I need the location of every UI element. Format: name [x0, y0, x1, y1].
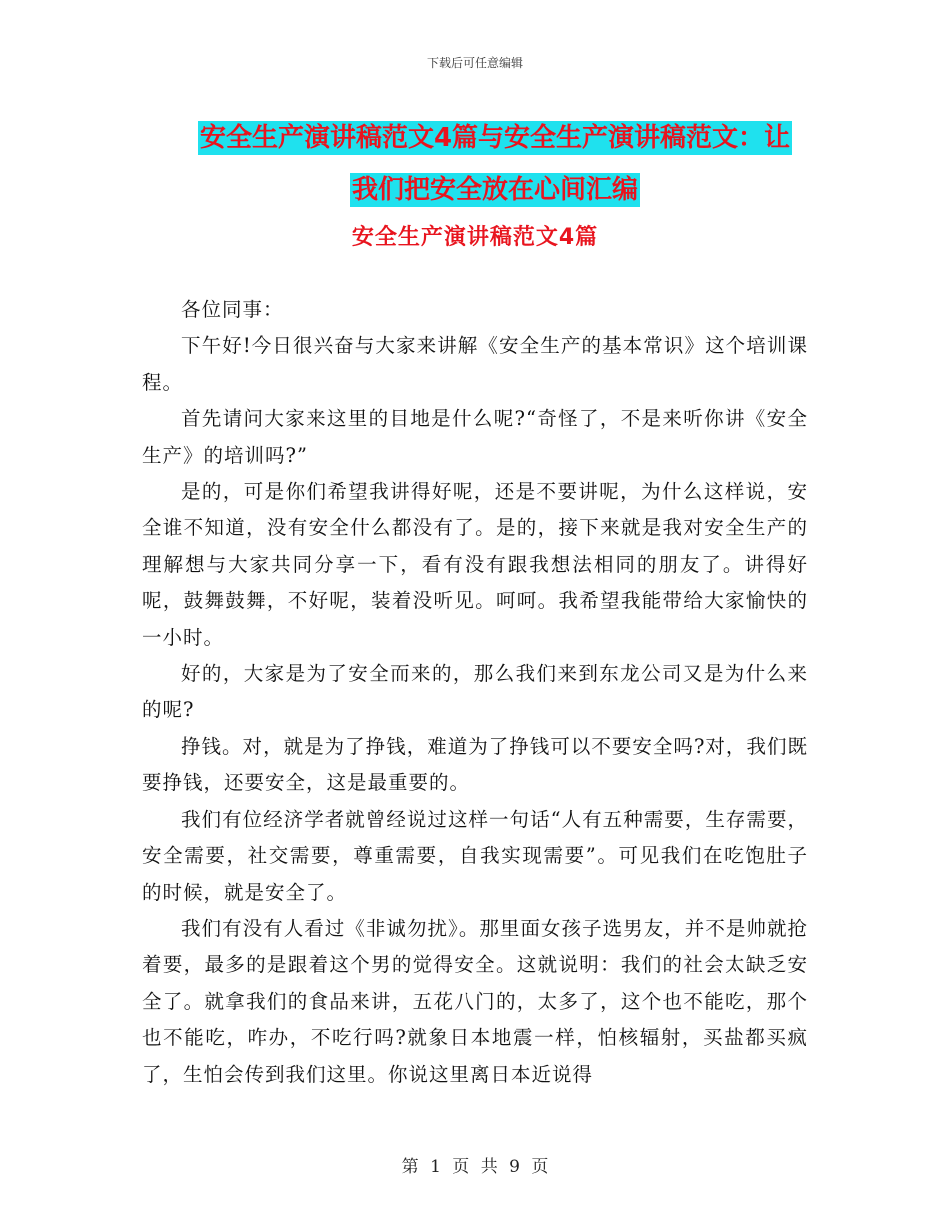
paragraph-greeting: 各位同事： [181, 298, 284, 321]
page-number: 第 1 页 共 9 页 [401, 1157, 549, 1177]
body-text [142, 292, 808, 1093]
header-note: 下载后可任意编辑 [426, 56, 523, 70]
paragraph: 我们有没有人看过《非诚勿扰》。那里面女孩子选男友，并不是帅就抢着要，最多的是跟着这个男的觉得安全。这就说明：我们的社会太缺乏安全了。就拿我们的食品来讲，五花八门的，太多了，这个也不能吃，那个也不能吃，咋办，不吃行吗?就象日本地震一样，怕核辐射，买盐都买疯了，生怕会传到我们这里。你说这里离日本近说得 [142, 916, 808, 1086]
paragraph: 好的，大家是为了安全而来的，那么我们来到东龙公司又是为什么来的呢? [142, 662, 808, 722]
paragraph: 挣钱。对，就是为了挣钱，难道为了挣钱可以不要安全吗?对，我们既要挣钱，还要安全，这是最重要的。 [142, 734, 808, 795]
paragraph: 首先请问大家来这里的目地是什么呢?“奇怪了，不是来听你讲《安全生产》的培训吗?” [142, 407, 808, 467]
title-line-1: 安全生产演讲稿范文4篇与安全生产演讲稿范文：让 [199, 123, 791, 153]
paragraph: 我们有位经济学者就曾经说过这样一句话“人有五种需要，生存需要，安全需要，社交需要，尊重需要，自我实现需要”。可见我们在吃饱肚子的时候，就是安全了。 [142, 807, 808, 904]
title-line-2: 我们把安全放在心间汇编 [351, 175, 638, 205]
section-title: 安全生产演讲稿范文4篇 [351, 225, 599, 250]
paragraph: 是的，可是你们希望我讲得好呢，还是不要讲呢，为什么这样说，安全谁不知道，没有安全什么都没有了。是的，接下来就是我对安全生产的理解想与大家共同分享一下，看有没有跟我想法相同的朋友了。讲得好呢，鼓舞鼓舞，不好呢，装着没听见。呵呵。我希望我能带给大家愉快的一小时。 [142, 480, 808, 649]
paragraph: 下午好!今日很兴奋与大家来讲解《安全生产的基本常识》这个培训课程。 [142, 334, 808, 394]
document-title [150, 112, 840, 216]
